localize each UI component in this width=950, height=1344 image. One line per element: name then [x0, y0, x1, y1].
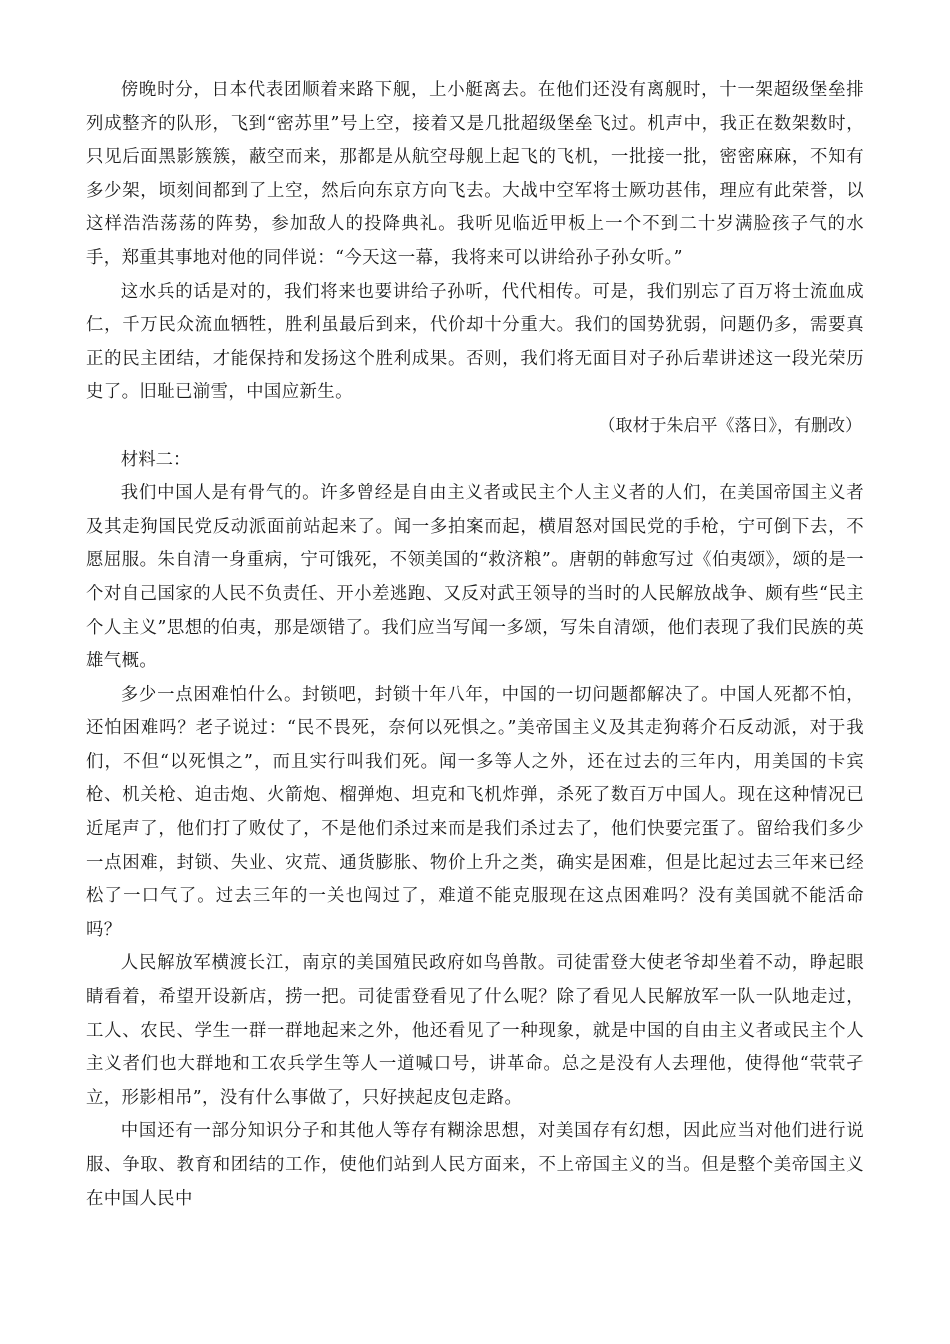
document-page [86, 74, 864, 1216]
material2-paragraph-1: 我们中国人是有骨气的。许多曾经是自由主义者或民主个人主义者的人们，在美国帝国主义者及其走狗国民党反动派面前站起来了。闻一多拍案而起，横眉怒对国民党的手枪，宁可倒下去，不愿屈服。朱自清一身重病，宁可饿死，不领美国的“救济粮”。唐朝的韩愈写过《伯夷颂》，颂的是一个对自己国家的人民不负责任、开小差逃跑、又反对武王领导的当时的人民解放战争、颇有些“民主个人主义”思想的伯夷，那是颂错了。我们应当写闻一多颂，写朱自清颂，他们表现了我们民族的英雄气概。 [86, 483, 864, 672]
material2-paragraph-4: 中国还有一部分知识分子和其他人等存有糊涂思想，对美国存有幻想，因此应当对他们进行说服、争取、教育和团结的工作，使他们站到人民方面来，不上帝国主义的当。但是整个美帝国主义在中国人民中 [86, 1121, 864, 1209]
material1-paragraph-2: 这水兵的话是对的，我们将来也要讲给子孙听，代代相传。可是，我们别忘了百万将士流血成仁，千万民众流血牺牲，胜利虽最后到来，代价却十分重大。我们的国势犹弱，问题仍多，需要真正的民主团结，才能保持和发扬这个胜利成果。否则，我们将无面目对子孙后辈讲述这一段光荣历史了。旧耻已湔雪，中国应新生。 [86, 281, 864, 403]
material2-heading: 材料二： [120, 449, 191, 470]
material1-paragraph-1: 傍晚时分，日本代表团顺着来路下舰，上小艇离去。在他们还没有离舰时，十一架超级堡垒排列成整齐的队形，飞到“密苏里”号上空，接着又是几批超级堡垒飞过。机声中，我正在数架数时，只见后面黑影簇簇，蔽空而来，那都是从航空母舰上起飞的飞机，一批接一批，密密麻麻，不知有多少架，顷刻间都到了上空，然后向东京方向飞去。大战中空军将士厥功甚伟，理应有此荣誉，以这样浩浩荡荡的阵势，参加敌人的投降典礼。我听见临近甲板上一个不到二十岁满脸孩子气的水手，郑重其事地对他的同伴说：“今天这一幕，我将来可以讲给孙子孙女听。” [86, 80, 864, 268]
material1-source-citation: （取材于朱启平《落日》，有删改） [598, 415, 862, 436]
material2-paragraph-2: 多少一点困难怕什么。封锁吧，封锁十年八年，中国的一切问题都解决了。中国人死都不怕，还怕困难吗？老子说过：“民不畏死，奈何以死惧之。”美帝国主义及其走狗蒋介石反动派，对于我们，不但“以死惧之”，而且实行叫我们死。闻一多等人之外，还在过去的三年内，用美国的卡宾枪、机关枪、迫击炮、火箭炮、榴弹炮、坦克和飞机炸弹，杀死了数百万中国人。现在这种情况已近尾声了，他们打了败仗了，不是他们杀过来而是我们杀过去了，他们快要完蛋了。留给我们多少一点困难，封锁、失业、灾荒、通货膨胀、物价上升之类，确实是困难，但是比起过去三年来已经松了一口气了。过去三年的一关也闯过了，难道不能克服现在这点困难吗？没有美国就不能活命吗？ [86, 684, 864, 940]
material2-paragraph-3: 人民解放军横渡长江，南京的美国殖民政府如鸟兽散。司徒雷登大使老爷却坐着不动，睁起眼睛看着，希望开设新店，捞一把。司徒雷登看见了什么呢？除了看见人民解放军一队一队地走过，工人、农民、学生一群一群地起来之外，他还看见了一种现象，就是中国的自由主义者或民主个人主义者们也大群地和工农兵学生等人一道喊口号，讲革命。总之是没有人去理他，使得他“茕茕孑立，形影相吊”，没有什么事做了，只好挟起皮包走路。 [86, 953, 864, 1108]
